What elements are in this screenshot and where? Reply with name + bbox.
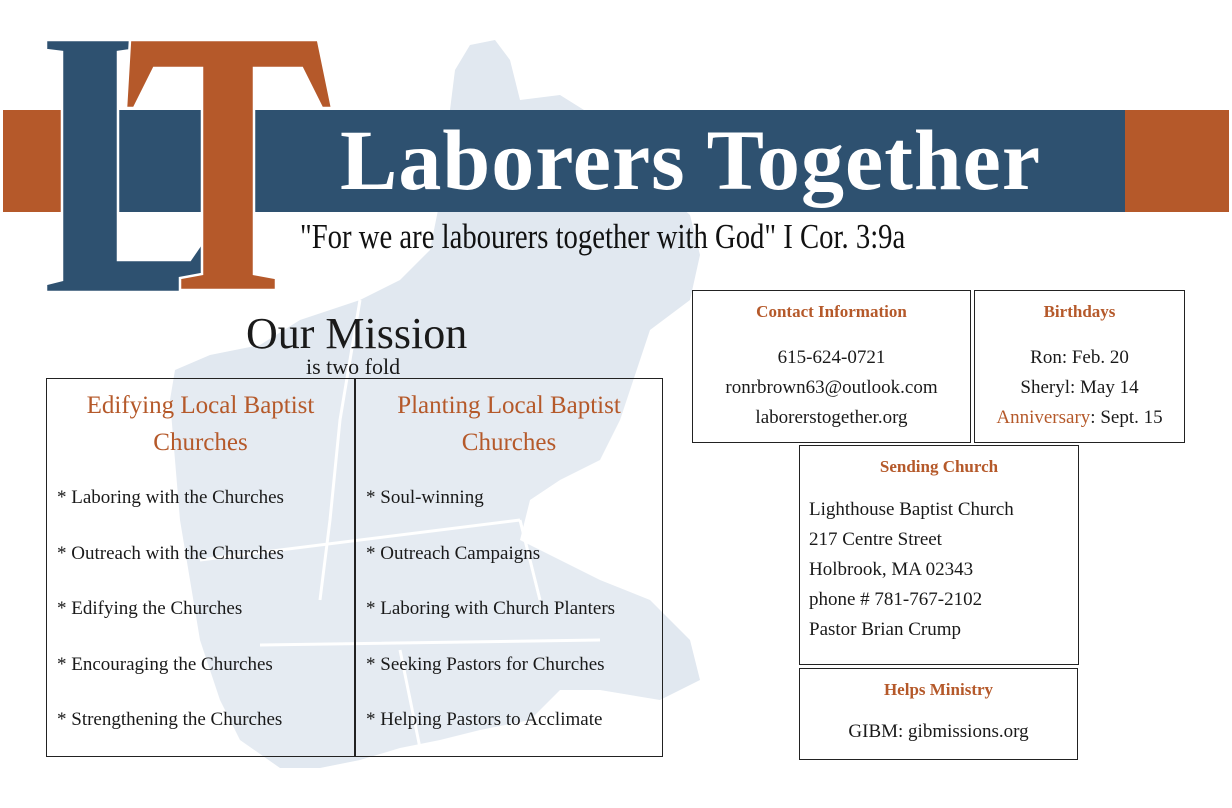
list-item: * Helping Pastors to Acclimate — [366, 709, 603, 730]
column-heading: Edifying Local Baptist Churches — [86, 392, 315, 456]
contact-email[interactable]: ronrbrown63@outlook.com — [725, 377, 938, 398]
birthdays-heading: Birthdays — [1043, 302, 1116, 321]
birthday-ron: Ron: Feb. 20 — [1030, 347, 1129, 368]
list-item: * Laboring with Church Planters — [366, 598, 616, 619]
mission-column-planting — [355, 378, 663, 757]
birthday-sheryl: Sheryl: May 14 — [1020, 377, 1139, 398]
birthdays-box — [974, 290, 1185, 443]
mission-list — [356, 487, 662, 765]
lt-logo — [40, 38, 340, 298]
contact-info-box — [692, 290, 971, 443]
list-item: * Laboring with the Churches — [57, 487, 284, 508]
list-item: * Edifying the Churches — [57, 598, 243, 619]
sending-church-heading: Sending Church — [879, 457, 999, 476]
column-heading: Planting Local Baptist Churches — [397, 392, 621, 456]
list-item: * Encouraging the Churches — [57, 653, 273, 675]
mission-list — [47, 487, 354, 765]
church-city: Holbrook, MA 02343 — [809, 559, 974, 580]
church-street: 217 Centre Street — [809, 529, 942, 550]
anniversary — [975, 403, 1184, 433]
page-title: Laborers Together — [340, 112, 1042, 208]
mission-column-edifying — [46, 378, 355, 757]
sending-church-box — [799, 445, 1079, 665]
scripture-verse: "For we are labourers together with God" I Cor. 3:9a — [300, 217, 906, 256]
list-item: * Soul-winning — [366, 487, 484, 508]
contact-phone[interactable]: 615-624-0721 — [777, 347, 886, 368]
church-pastor: Pastor Brian Crump — [809, 619, 961, 640]
list-item: * Strengthening the Churches — [57, 709, 283, 730]
list-item: * Outreach Campaigns — [366, 542, 541, 564]
helps-heading: Helps Ministry — [883, 680, 994, 699]
mission-subtitle: is two fold — [306, 354, 401, 379]
list-item: * Seeking Pastors for Churches — [366, 653, 605, 675]
mission-title: Our Mission — [246, 309, 468, 358]
anniversary-label: Anniversary — [996, 407, 1091, 428]
contact-website[interactable]: laborerstogether.org — [755, 407, 908, 428]
church-phone: phone # 781-767-2102 — [809, 589, 983, 610]
church-name: Lighthouse Baptist Church — [809, 499, 1014, 520]
contact-heading: Contact Information — [756, 302, 907, 321]
list-item: * Outreach with the Churches — [57, 542, 284, 564]
helps-ministry-box — [799, 668, 1078, 760]
helps-line: GIBM: gibmissions.org — [848, 721, 1029, 742]
anniversary-date: : Sept. 15 — [1090, 407, 1163, 428]
header-band-right — [1125, 110, 1229, 212]
